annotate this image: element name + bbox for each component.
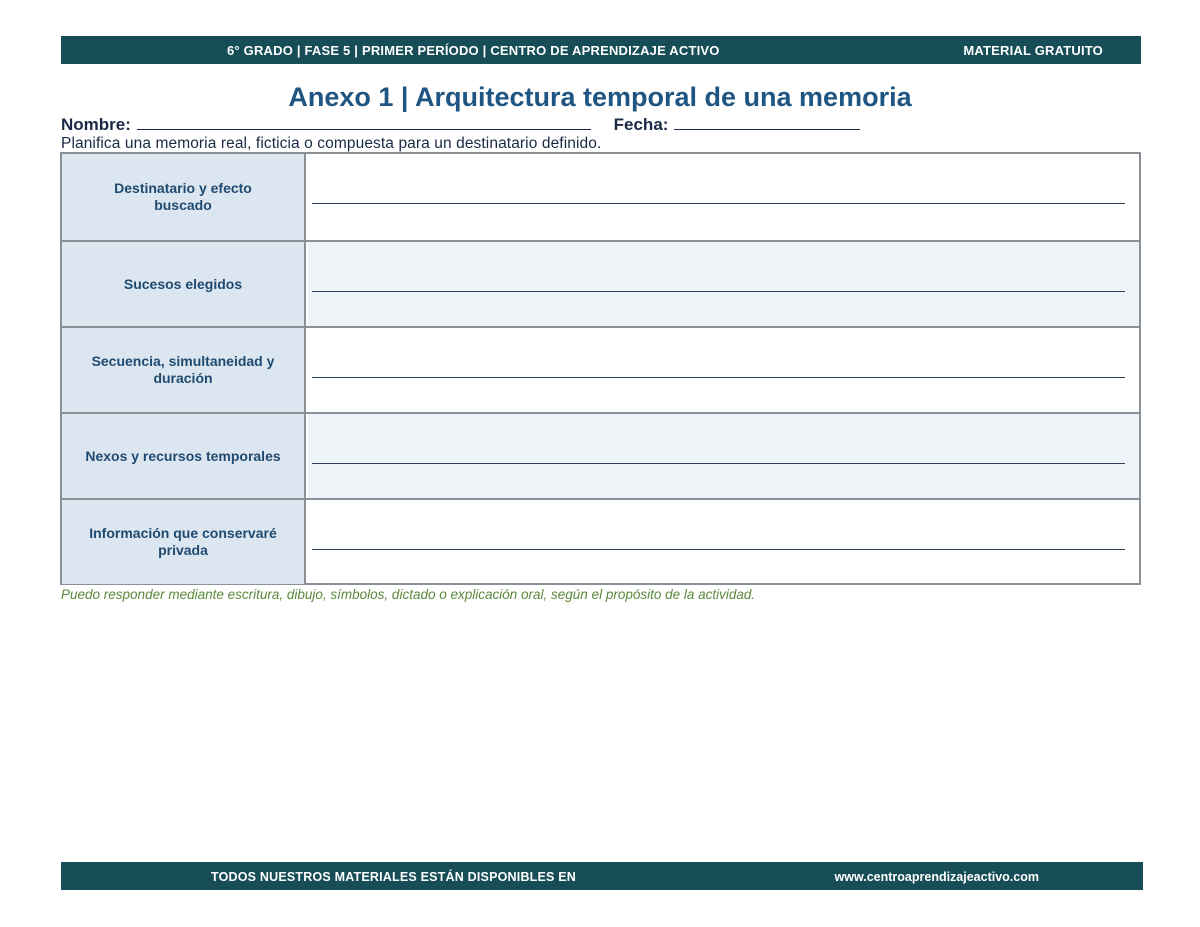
- answer-field[interactable]: [308, 500, 1139, 584]
- table-row: [62, 240, 1139, 326]
- footer-availability-text: TODOS NUESTROS MATERIALES ESTÁN DISPONIBLES EN: [211, 870, 577, 884]
- row-label: Secuencia, simultaneidad y duración: [62, 328, 306, 412]
- header-bar: [61, 36, 1141, 64]
- answer-line: [312, 203, 1125, 204]
- answer-field[interactable]: [308, 242, 1139, 326]
- answer-field[interactable]: [308, 328, 1139, 412]
- header-grade-info: 6° GRADO | FASE 5 | PRIMER PERÍODO | CENTRO DE APRENDIZAJE ACTIVO: [227, 43, 720, 58]
- header-free-material: MATERIAL GRATUITO: [963, 43, 1103, 58]
- answer-line: [312, 291, 1125, 292]
- table-row: [62, 326, 1139, 412]
- row-label: Sucesos elegidos: [62, 242, 306, 326]
- date-label: Fecha:: [613, 115, 669, 134]
- answer-line: [312, 549, 1125, 550]
- name-date-line: [61, 114, 860, 135]
- row-label: Información que conservaré privada: [62, 500, 306, 584]
- response-note: Puedo responder mediante escritura, dibujo, símbolos, dictado o explicación oral, según el propósito de la actividad.: [61, 587, 756, 602]
- table-row: [62, 154, 1139, 240]
- footer-bar: [61, 862, 1143, 890]
- answer-field[interactable]: [308, 154, 1139, 240]
- answer-line: [312, 463, 1125, 464]
- row-label: Destinatario y efecto buscado: [62, 154, 306, 240]
- row-label: Nexos y recursos temporales: [62, 414, 306, 498]
- footer-website-link[interactable]: www.centroaprendizajeactivo.com: [834, 870, 1039, 884]
- date-field[interactable]: [674, 114, 860, 130]
- table-row: [62, 498, 1139, 584]
- answer-field[interactable]: [308, 414, 1139, 498]
- answer-line: [312, 377, 1125, 378]
- page-title: Anexo 1 | Arquitectura temporal de una memoria: [288, 82, 912, 112]
- name-field[interactable]: [137, 114, 591, 130]
- instructions: Planifica una memoria real, ficticia o compuesta para un destinatario definido.: [61, 135, 602, 152]
- planning-table: [60, 152, 1141, 585]
- table-row: [62, 412, 1139, 498]
- name-label: Nombre:: [61, 115, 131, 134]
